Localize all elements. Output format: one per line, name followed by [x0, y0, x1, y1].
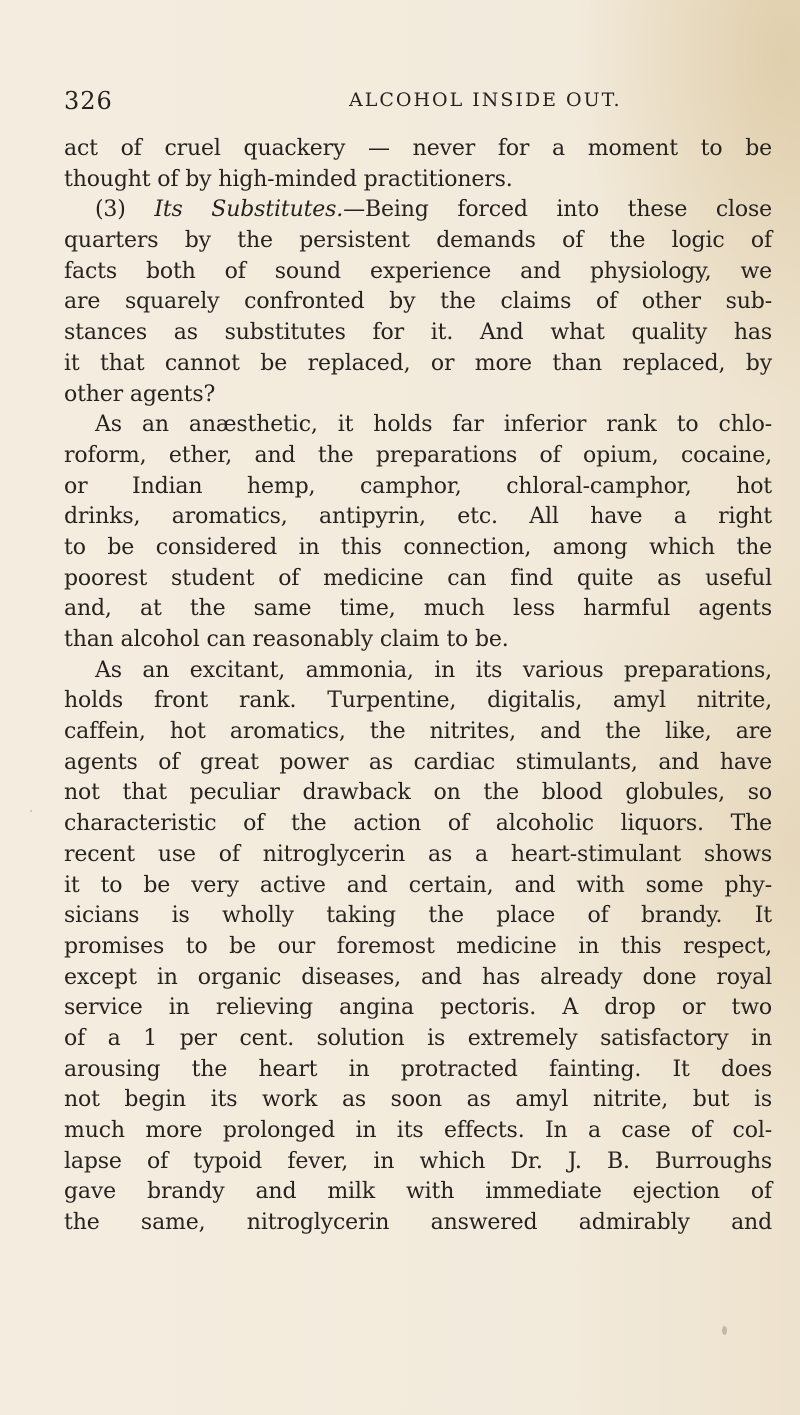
- section-heading: Its Substitutes.: [154, 197, 344, 223]
- text-line: than alcohol can reasonably claim to be.: [64, 627, 509, 652]
- text-line: holds front rank. Turpentine, digitalis, amyl nitrite,: [64, 688, 772, 714]
- text-line: act of cruel quackery — never for a moment to be: [64, 136, 772, 161]
- text-line: promises to be our foremost medicine in this respect,: [64, 933, 772, 959]
- text-line: the same, nitroglycerin answered admirably and: [64, 1210, 772, 1236]
- paper-speck: [722, 1326, 727, 1335]
- running-head: ALCOHOL INSIDE OUT.: [349, 89, 622, 111]
- text-line: except in organic diseases, and has already done royal: [64, 964, 772, 990]
- paragraph: [64, 195, 772, 410]
- text-line: it to be very active and certain, and with some phy-: [64, 872, 772, 898]
- text-line: sicians is wholly taking the place of brandy. It: [64, 903, 772, 929]
- text-line: to be considered in this connection, among which the: [64, 534, 772, 560]
- text-line: of a 1 per cent. solution is extremely satisfactory in: [64, 1025, 772, 1051]
- text-line: stances as substitutes for it. And what quality has: [64, 320, 772, 346]
- text-line: drinks, aromatics, antipyrin, etc. All have a right: [64, 504, 772, 530]
- text-line: [64, 195, 772, 226]
- text-line: other agents?: [64, 381, 216, 407]
- paragraph: [64, 410, 772, 656]
- text-line: service in relieving angina pectoris. A drop or two: [64, 995, 772, 1021]
- text-line: poorest student of medicine can find quite as useful: [64, 565, 772, 591]
- text-line: recent use of nitroglycerin as a heart-stimulant shows: [64, 841, 772, 867]
- text-line: gave brandy and milk with immediate ejection of: [64, 1179, 772, 1205]
- text-line: roform, ether, and the preparations of opium, cocaine,: [64, 442, 772, 468]
- text-run: —Being forced into these close: [343, 197, 773, 223]
- text-line: As an anæsthetic, it holds far inferior rank to chlo-: [95, 412, 772, 438]
- text-line: much more prolonged in its effects. In a case of col-: [64, 1118, 772, 1143]
- text-line: thought of by high-minded practitioners.: [64, 166, 513, 192]
- text-line: agents of great power as cardiac stimulants, and have: [64, 749, 772, 775]
- text-line: lapse of typoid fever, in which Dr. J. B. Burroughs: [64, 1148, 772, 1174]
- text-line: characteristic of the action of alcoholic liquors. The: [64, 811, 772, 837]
- text-line: are squarely confronted by the claims of other sub-: [64, 289, 772, 315]
- text-line: caffein, hot aromatics, the nitrites, and the like, are: [64, 719, 772, 745]
- text-line: quarters by the persistent demands of the logic of: [64, 228, 772, 254]
- body-text: [64, 134, 772, 1239]
- text-line: or Indian hemp, camphor, chloral-camphor, hot: [64, 473, 772, 499]
- page-header: [64, 87, 770, 123]
- paragraph: [64, 134, 772, 195]
- paragraph: [64, 656, 772, 1239]
- text-line: not begin its work as soon as amyl nitrite, but is: [64, 1087, 772, 1113]
- text-line: facts both of sound experience and physiology, we: [64, 258, 772, 284]
- paper-speck: [30, 810, 32, 812]
- text-line: it that cannot be replaced, or more than replaced, by: [64, 350, 772, 376]
- page-number: 326: [64, 87, 113, 115]
- text-line: As an excitant, ammonia, in its various preparations,: [95, 657, 772, 683]
- text-line: not that peculiar drawback on the blood globules, so: [64, 780, 772, 806]
- text-line: arousing the heart in protracted fainting. It does: [64, 1056, 772, 1082]
- text-line: and, at the same time, much less harmful agents: [64, 596, 772, 622]
- section-number: (3): [95, 197, 126, 223]
